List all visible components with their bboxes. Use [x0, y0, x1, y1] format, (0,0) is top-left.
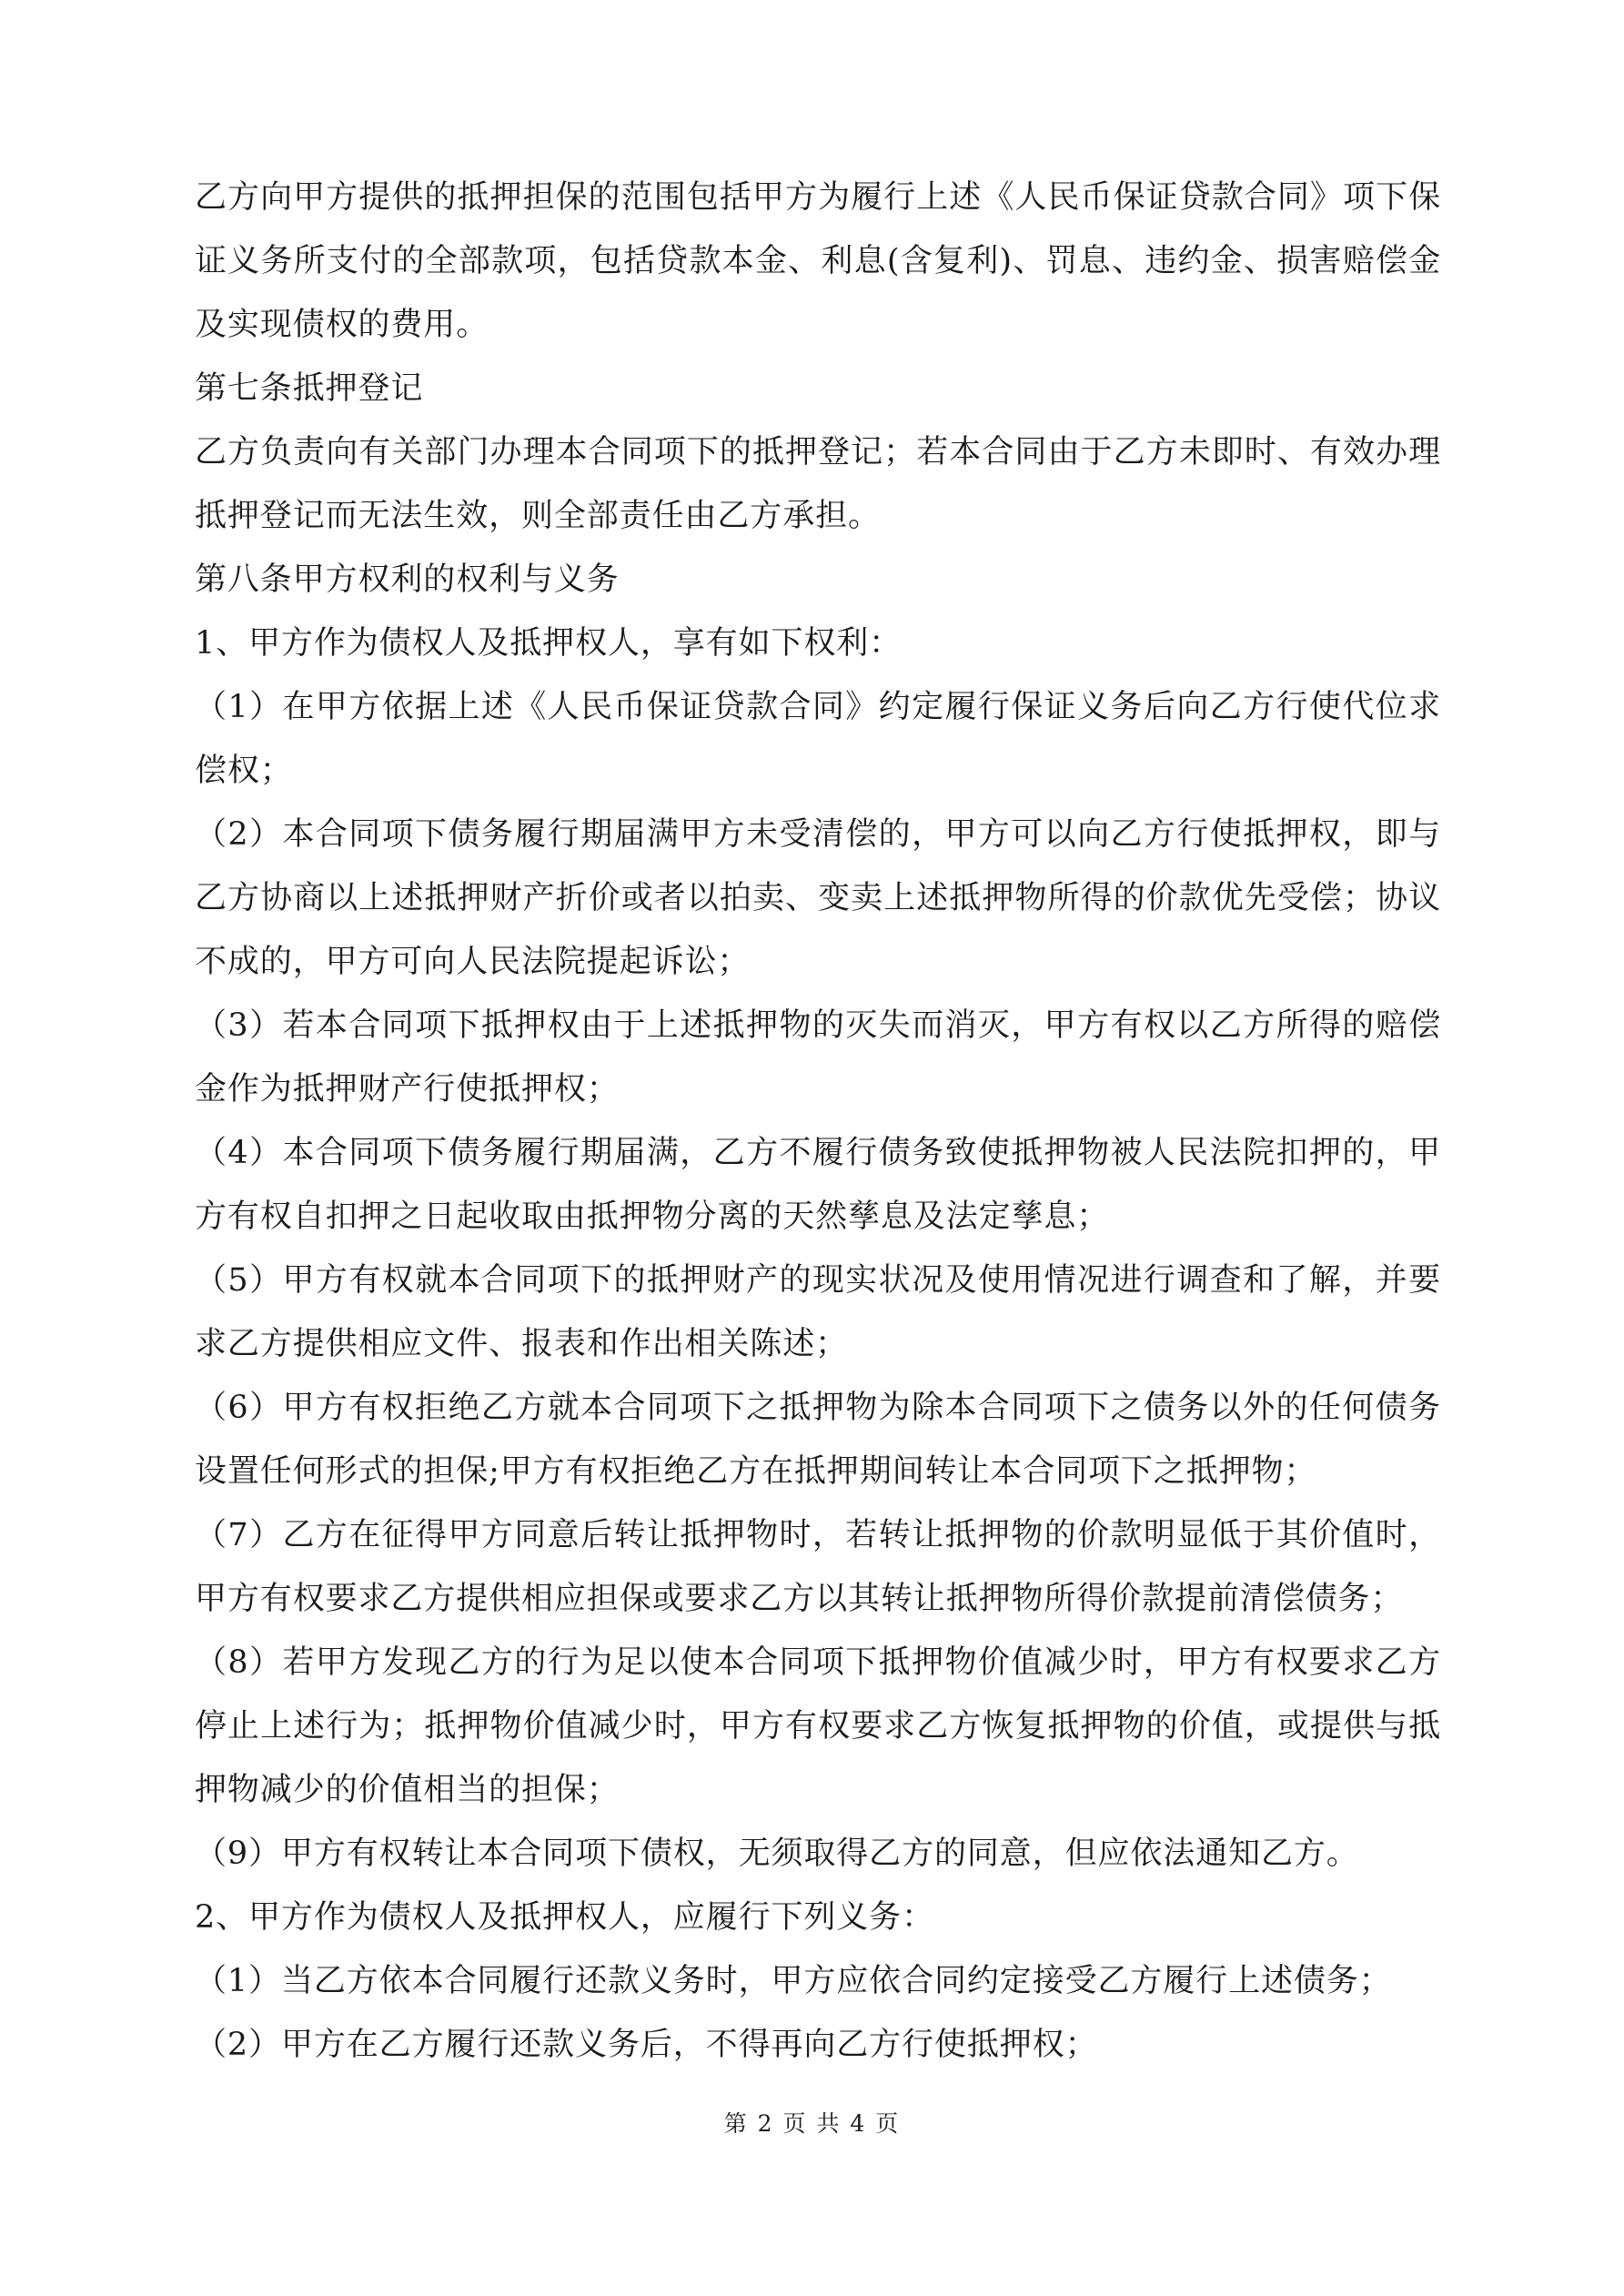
paragraph-rights-intro: 1、甲方作为债权人及抵押权人，享有如下权利：: [195, 625, 903, 662]
paragraph-registration: 乙方负责向有关部门办理本合同项下的抵押登记；若本合同由于乙方未即时、有效办理抵押登记而无法生效，则全部责任由乙方承担。: [195, 434, 1441, 534]
document-body: [195, 166, 1441, 2077]
paragraph-right-5: （5）甲方有权就本合同项下的抵押财产的现实状况及使用情况进行调查和了解，并要求乙方提供相应文件、报表和作出相关陈述；: [195, 1262, 1441, 1362]
heading-article-7: 第七条抵押登记: [195, 370, 424, 407]
paragraph-right-2: （2）本合同项下债务履行期届满甲方未受清偿的，甲方可以向乙方行使抵押权，即与乙方协商以上述抵押财产折价或者以拍卖、变卖上述抵押物所得的价款优先受偿；协议不成的，甲方可向人民法院提起诉讼；: [195, 816, 1441, 980]
paragraph-duty-1: （1）当乙方依本合同履行还款义务时，甲方应依合同约定接受乙方履行上述债务；: [195, 1963, 1392, 1999]
paragraph-right-7: （7）乙方在征得甲方同意后转让抵押物时，若转让抵押物的价款明显低于其价值时，甲方有权要求乙方提供相应担保或要求乙方以其转让抵押物所得价款提前清偿债务；: [195, 1517, 1441, 1617]
paragraph-duty-2: （2）甲方在乙方履行还款义务后，不得再向乙方行使抵押权；: [195, 2027, 1098, 2063]
paragraph-right-6: （6）甲方有权拒绝乙方就本合同项下之抵押物为除本合同项下之债务以外的任何债务设置任何形式的担保;甲方有权拒绝乙方在抵押期间转让本合同项下之抵押物；: [195, 1390, 1441, 1490]
paragraph-right-9: （9）甲方有权转让本合同项下债权，无须取得乙方的同意，但应依法通知乙方。: [195, 1836, 1359, 1872]
paragraph-right-4: （4）本合同项下债务履行期届满，乙方不履行债务致使抵押物被人民法院扣押的，甲方有权自扣押之日起收取由抵押物分离的天然孳息及法定孳息；: [195, 1135, 1441, 1235]
paragraph-right-8: （8）若甲方发现乙方的行为足以使本合同项下抵押物价值减少时，甲方有权要求乙方停止上述行为；抵押物价值减少时，甲方有权要求乙方恢复抵押物的价值，或提供与抵押物减少的价值相当的担保；: [195, 1644, 1441, 1808]
paragraph-duties-intro: 2、甲方作为债权人及抵押权人，应履行下列义务：: [195, 1899, 934, 1936]
page-footer: 第 2 页 共 4 页: [723, 2110, 901, 2137]
paragraph-right-1: （1）在甲方依据上述《人民币保证贷款合同》约定履行保证义务后向乙方行使代位求偿权；: [195, 689, 1441, 789]
heading-article-8: 第八条甲方权利的权利与义务: [195, 561, 620, 598]
paragraph-scope: 乙方向甲方提供的抵押担保的范围包括甲方为履行上述《人民币保证贷款合同》项下保证义务所支付的全部款项，包括贷款本金、利息(含复利)、罚息、违约金、损害赔偿金及实现债权的费用。: [195, 179, 1441, 343]
paragraph-right-3: （3）若本合同项下抵押权由于上述抵押物的灭失而消灭，甲方有权以乙方所得的赔偿金作为抵押财产行使抵押权；: [195, 1007, 1441, 1108]
